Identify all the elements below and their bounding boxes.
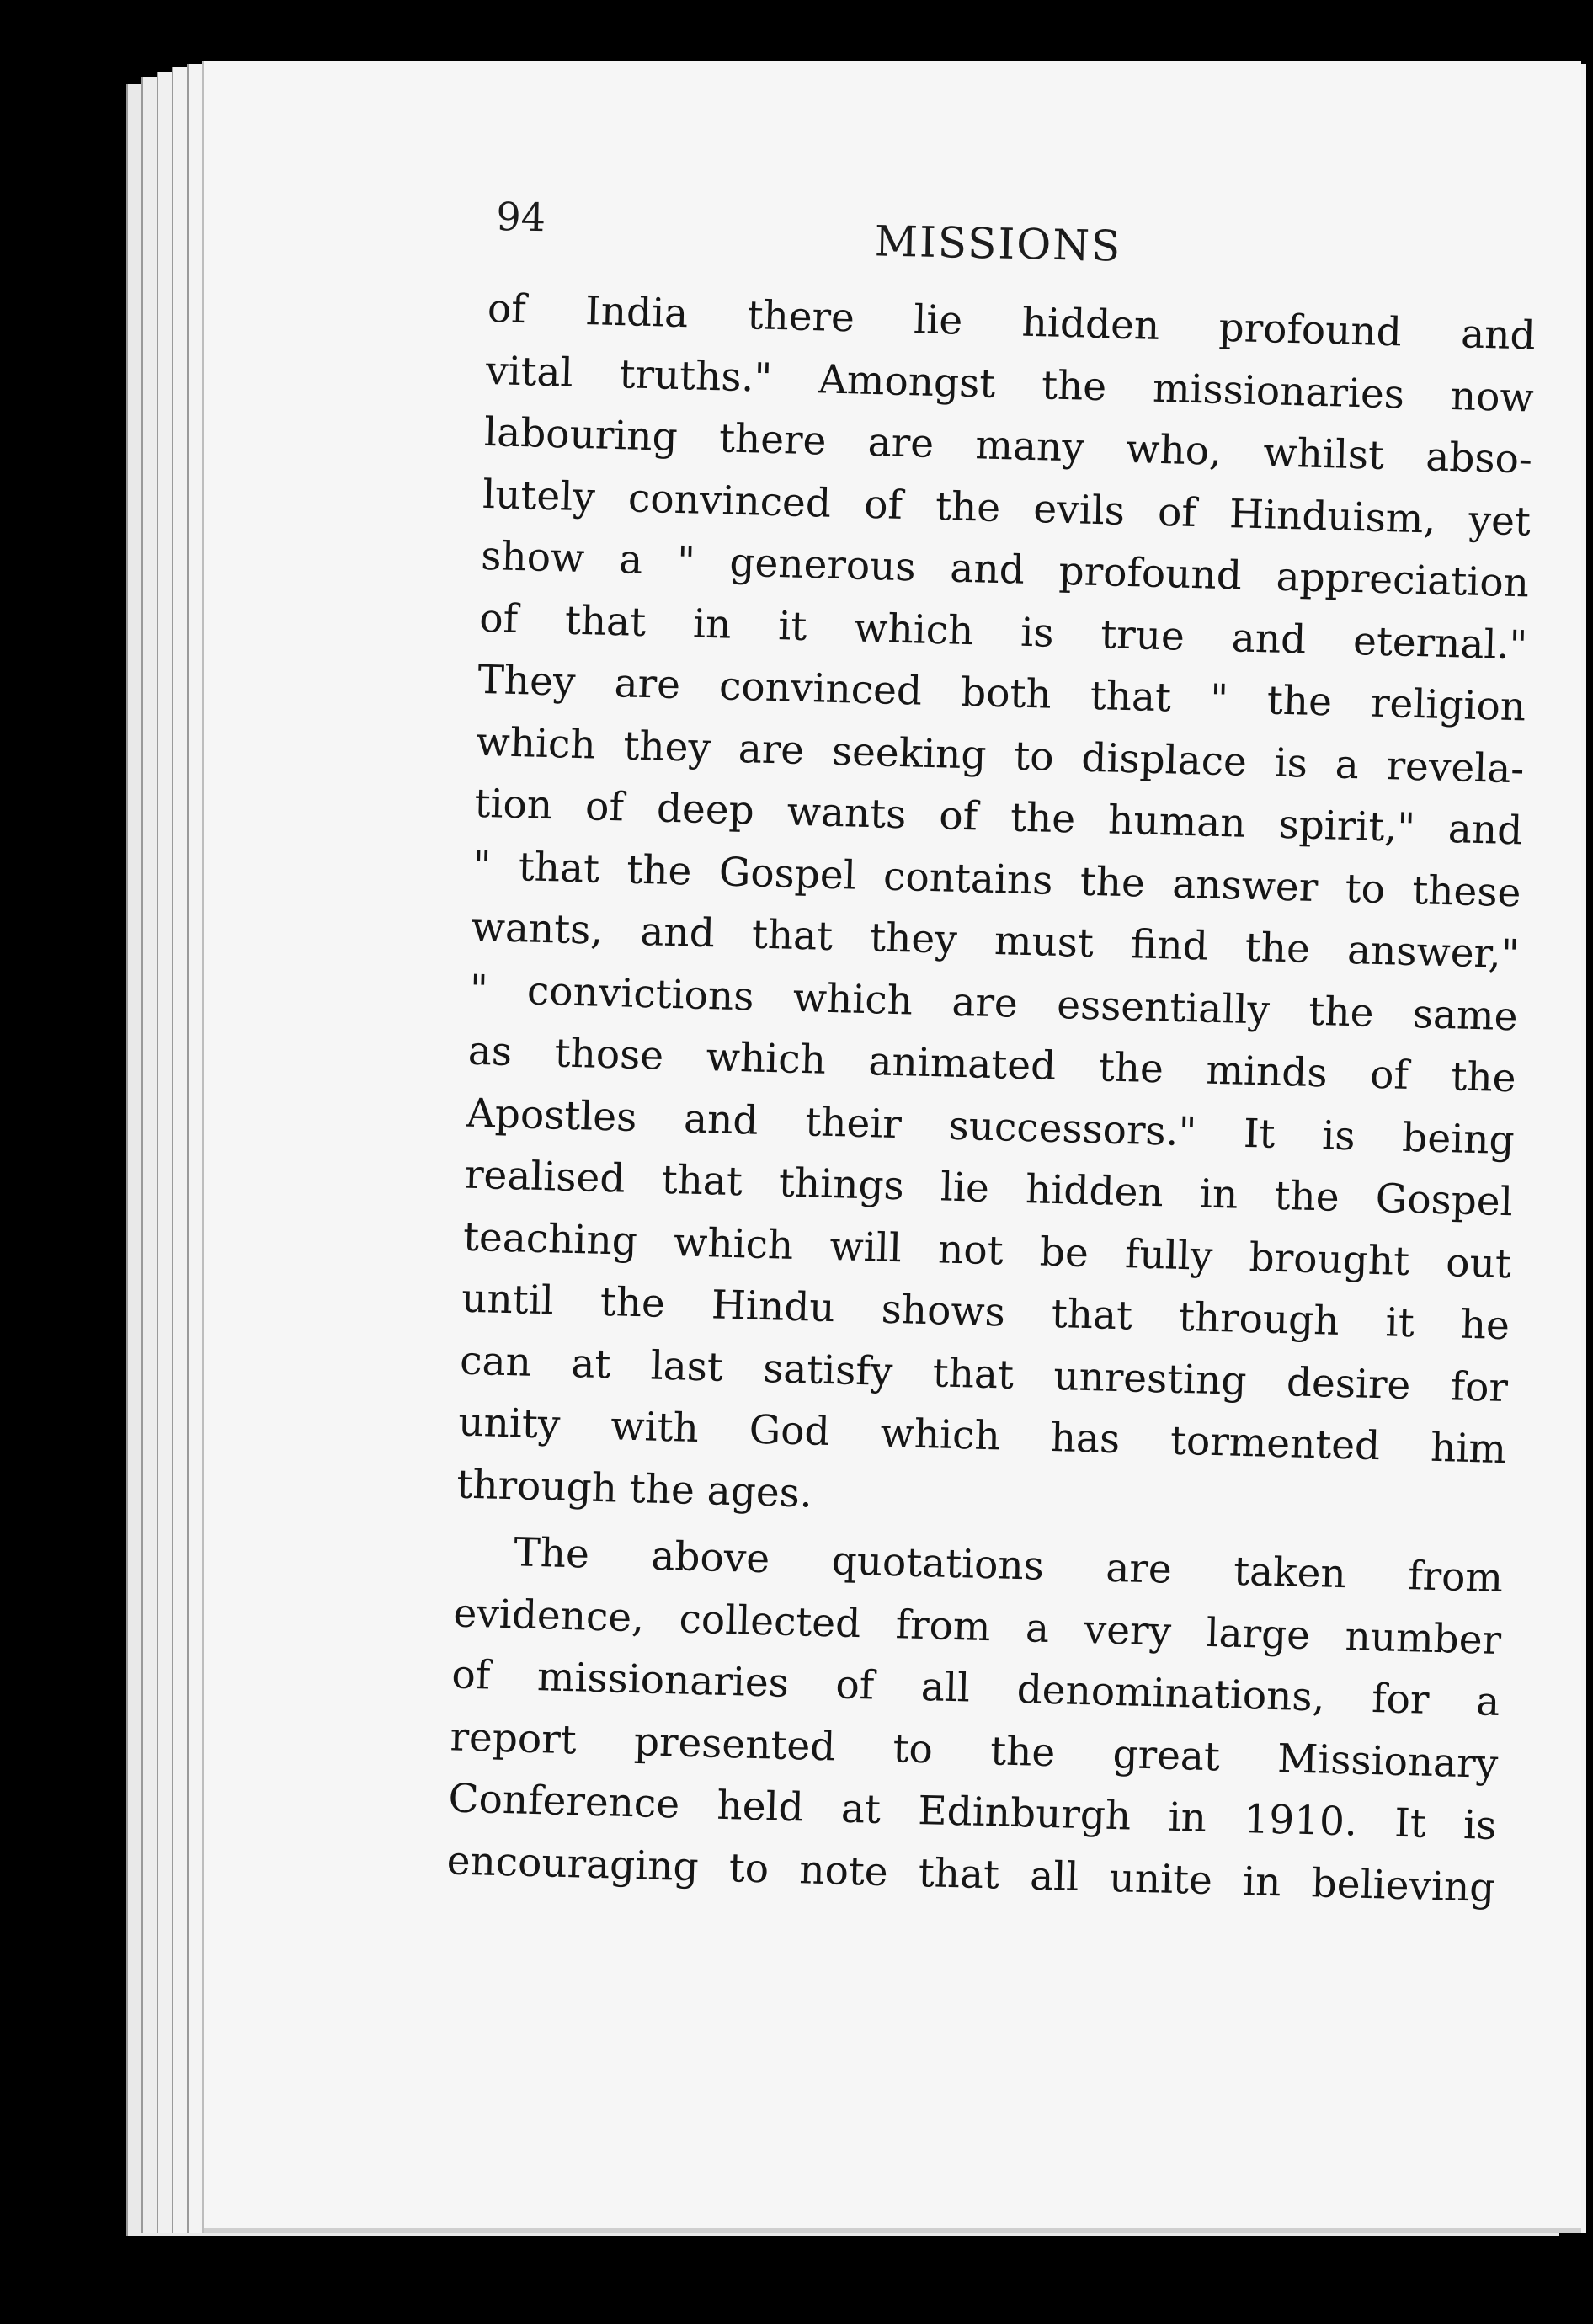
text-line: of India there lie hidden profound and (487, 285, 1537, 360)
text-line: They are convinced both that " the religion (477, 656, 1526, 731)
text-line: as those which animated the minds of the (467, 1027, 1517, 1102)
text-line: lutely convinced of the evils of Hinduism, yet (482, 471, 1532, 545)
body-text (446, 278, 1537, 1919)
text-line: until the Hindu shows that through it he (461, 1275, 1510, 1350)
text-line: can at last satisfy that unresting desire for (459, 1337, 1509, 1411)
text-line: tion of deep wants of the human spirit," and (473, 780, 1523, 855)
text-line: Apostles and their successors." It is being (466, 1090, 1516, 1164)
text-line: encouraging to note that all unite in believing (446, 1836, 1496, 1911)
text-line: vital truths." Amongst the missionaries now (485, 347, 1535, 422)
text-line: " convictions which are essentially the same (469, 966, 1519, 1040)
running-title: MISSIONS (874, 216, 1122, 271)
text-line: show a " generous and profound appreciation (480, 532, 1530, 607)
text-line: labouring there are many who, whilst abso- (483, 408, 1533, 483)
text-line: report presented to the great Missionary (449, 1713, 1499, 1788)
text-line: of that in it which is true and eternal." (478, 594, 1528, 669)
text-line: teaching which will not be fully brought out (462, 1213, 1512, 1287)
text-line: " that the Gospel contains the answer to these (472, 842, 1522, 916)
page-number: 94 (495, 194, 546, 241)
text-line: through the ages. (456, 1461, 813, 1517)
text-line: realised that things lie hidden in the Gospel (464, 1151, 1514, 1226)
text-line: of missionaries of all denominations, for a (450, 1651, 1500, 1726)
text-line: wants, and that they must find the answer," (471, 903, 1521, 978)
paragraph (446, 1520, 1504, 1918)
text-line: evidence, collected from a very large number (452, 1589, 1502, 1664)
text-line: unity with God which has tormented him (457, 1399, 1507, 1474)
text-line: which they are seeking to displace is a revela- (475, 718, 1525, 792)
text-line: Conference held at Edinburgh in 1910. It is (447, 1775, 1498, 1849)
text-line: The above quotations are taken from (513, 1529, 1504, 1602)
paragraph (456, 278, 1537, 1543)
